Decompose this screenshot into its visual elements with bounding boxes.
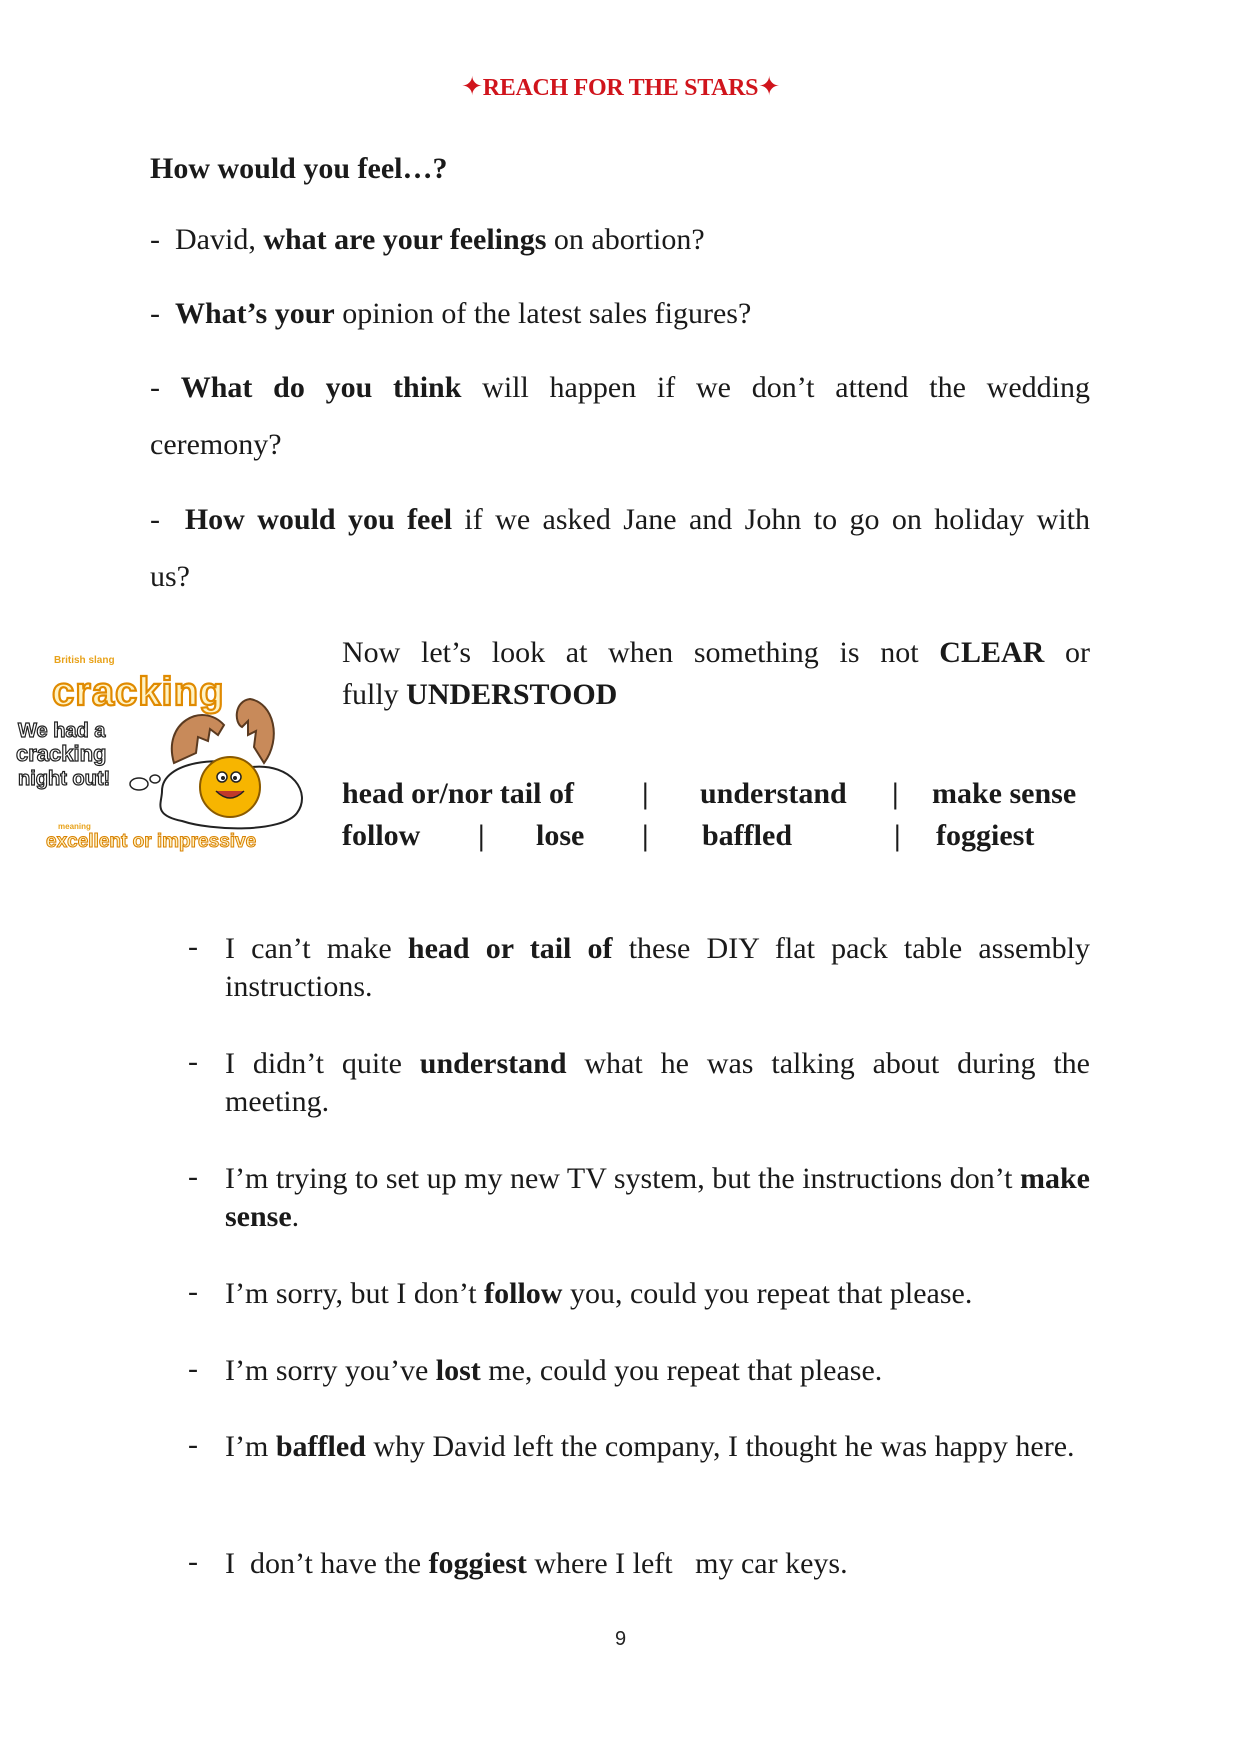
egg-shell-icon — [237, 699, 274, 763]
intro-text: Now let’s look at when something is not — [342, 636, 940, 669]
question-4-continued: us? — [150, 560, 190, 593]
intro-text: fully — [342, 678, 407, 711]
question-text: on abortion? — [546, 223, 705, 256]
vocab-separator: | — [478, 819, 485, 852]
vocab-separator: | — [894, 819, 901, 852]
vocab-term: foggiest — [936, 819, 1035, 852]
dash: - — [188, 1428, 198, 1461]
question-bold: What’s your — [175, 297, 335, 330]
cracking-example-3: night out! — [18, 768, 111, 790]
dash: - — [188, 1275, 198, 1308]
dash: - — [188, 1545, 198, 1578]
example-text: I can’t make head or tail of these DIY flat pack table assembly instructions. — [225, 932, 1091, 1003]
question-bold: What do you think — [180, 371, 462, 404]
dash: - — [188, 1045, 198, 1078]
question-text: opinion of the latest sales figures? — [334, 297, 752, 330]
example-text: I’m sorry you’ve lost me, could you repeat that please. — [225, 1354, 883, 1387]
example-text: I’m baffled why David left the company, I thought he was happy here. — [225, 1430, 1075, 1463]
vocab-term: head or/nor tail of — [342, 777, 574, 810]
vocab-term: make sense — [932, 777, 1077, 810]
page-number: 9 — [614, 1628, 627, 1650]
example-text: I don’t have the foggiest where I left my car keys. — [225, 1547, 848, 1580]
example-text: I’m trying to set up my new TV system, but the instructions don’t make sense. — [225, 1162, 1090, 1233]
vocab-term: follow — [342, 819, 421, 852]
intro-bold: CLEAR — [939, 636, 1045, 669]
question-text: will happen if we don’t attend the wedding — [461, 371, 1090, 404]
intro-bold: UNDERSTOOD — [406, 678, 618, 711]
intro-text: or — [1044, 636, 1090, 669]
speech-bubble-icon — [130, 778, 148, 790]
cracking-meaning-label: meaning — [58, 822, 91, 831]
star-icon: ✦ — [758, 72, 780, 101]
vocab-separator: | — [892, 777, 899, 810]
vocab-term: understand — [700, 777, 847, 810]
cracking-word: cracking — [52, 670, 225, 714]
dash: - — [150, 223, 160, 256]
dash: - — [188, 930, 198, 963]
question-bold: what are your feelings — [263, 223, 547, 256]
header-title: REACH FOR THE STARS — [482, 75, 759, 101]
cracking-example-2: cracking — [16, 741, 107, 766]
cracking-example-1: We had a — [18, 720, 106, 742]
egg-shell-icon — [172, 715, 224, 763]
cracking-illustration — [12, 643, 312, 853]
question-4 — [150, 503, 1090, 537]
question-text: if we asked Jane and John to go on holiday with — [452, 503, 1091, 536]
vocab-term: lose — [536, 819, 585, 852]
dash: - — [150, 503, 160, 536]
yolk-icon — [200, 757, 260, 817]
vocab-separator: | — [642, 819, 649, 852]
page-header — [0, 72, 1241, 102]
question-bold: How would you feel — [184, 503, 453, 536]
cracking-top-label: British slang — [54, 655, 115, 666]
question-2 — [150, 297, 1090, 331]
dash: - — [150, 297, 160, 330]
star-icon: ✦ — [461, 72, 483, 101]
vocab-separator: | — [642, 777, 649, 810]
dash: - — [188, 1160, 198, 1193]
question-1 — [150, 223, 1090, 257]
example-text: I’m sorry, but I don’t follow you, could you repeat that please. — [225, 1277, 973, 1310]
intro-line-1 — [342, 636, 1090, 670]
question-3-continued: ceremony? — [150, 428, 282, 461]
dash: - — [188, 1352, 198, 1385]
question-text: David, — [175, 223, 264, 256]
section-title: How would you feel…? — [150, 152, 448, 185]
example-text: I didn’t quite understand what he was talking about during the meeting. — [225, 1047, 1090, 1118]
question-3 — [150, 371, 1090, 405]
vocab-term: baffled — [702, 819, 792, 852]
intro-line-2 — [342, 678, 1090, 712]
dash: - — [150, 371, 160, 404]
speech-bubble-icon — [150, 775, 160, 783]
cracking-meaning: excellent or impressive — [46, 831, 257, 852]
